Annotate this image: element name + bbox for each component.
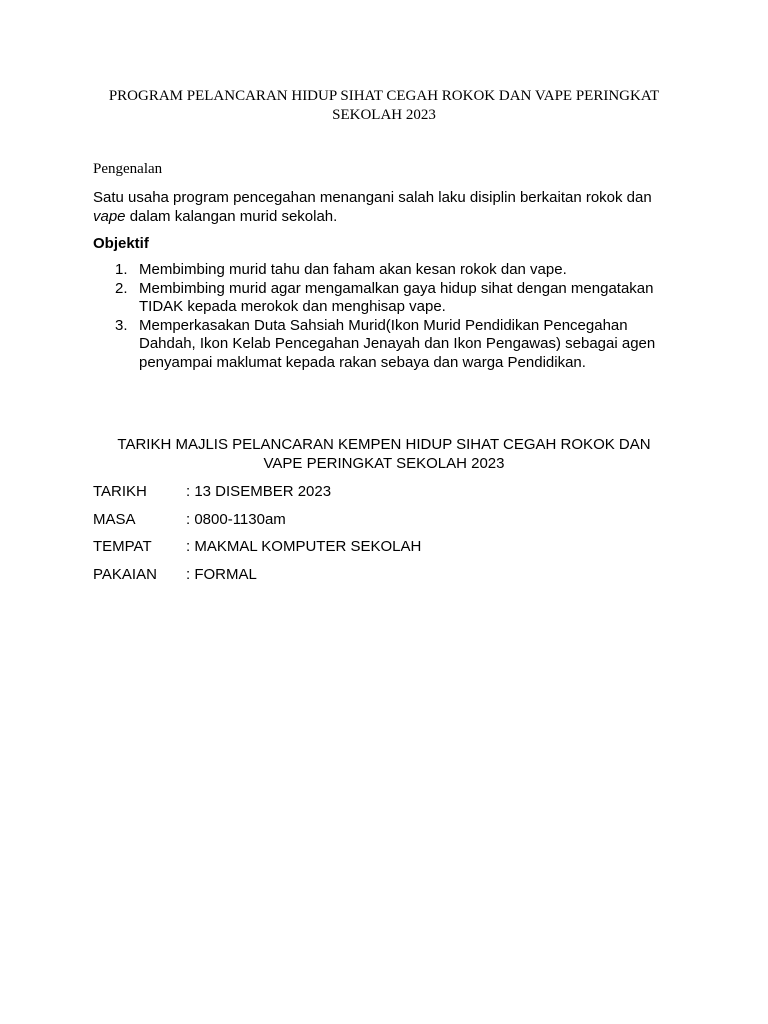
objective-number: 3. <box>115 316 128 334</box>
document-title <box>80 87 688 125</box>
event-title <box>80 435 688 473</box>
intro-line-2 <box>93 207 693 226</box>
objective-text-line: Membimbing murid tahu dan faham akan kesan rokok dan vape. <box>139 261 567 278</box>
detail-value: : 13 DISEMBER 2023 <box>186 483 332 500</box>
detail-label: MASA <box>93 511 136 528</box>
intro-vape-italic: vape <box>93 208 126 225</box>
intro-line-1: Satu usaha program pencegahan menangani salah laku disiplin berkaitan rokok dan <box>93 189 652 206</box>
intro-paragraph <box>93 188 693 226</box>
detail-label: TEMPAT <box>93 538 152 555</box>
objective-text-line: Memperkasakan Duta Sahsiah Murid(Ikon Murid Pendidikan Pencegahan <box>139 316 628 334</box>
event-title-line-1: TARIKH MAJLIS PELANCARAN KEMPEN HIDUP SIHAT CEGAH ROKOK DAN <box>117 436 651 453</box>
detail-row-tarikh <box>93 482 653 501</box>
detail-value: : MAKMAL KOMPUTER SEKOLAH <box>186 538 422 555</box>
intro-heading: Pengenalan <box>93 161 163 177</box>
detail-label: TARIKH <box>93 483 147 500</box>
objective-item-3 <box>93 317 693 373</box>
objectives-heading: Objektif <box>93 235 149 252</box>
detail-row-masa <box>93 510 653 529</box>
detail-row-pakaian <box>93 565 653 584</box>
intro-line-2-rest: dalam kalangan murid sekolah. <box>125 208 338 225</box>
detail-label: PAKAIAN <box>93 566 157 583</box>
document-title-line-2: SEKOLAH 2023 <box>332 107 436 123</box>
objective-number: 1. <box>115 261 128 278</box>
detail-value: : 0800-1130am <box>186 511 286 528</box>
objective-text-line: Dahdah, Ikon Kelab Pencegahan Jenayah dan Ikon Pengawas) sebagai agen <box>139 335 656 352</box>
objective-number: 2. <box>115 279 128 297</box>
objective-item-2 <box>93 280 693 317</box>
objective-text-line: Membimbing murid agar mengamalkan gaya hidup sihat dengan mengatakan <box>139 279 654 297</box>
objective-text-line: penyampai maklumat kepada rakan sebaya dan warga Pendidikan. <box>139 353 586 371</box>
event-title-line-2: VAPE PERINGKAT SEKOLAH 2023 <box>263 455 505 472</box>
detail-value: : FORMAL <box>186 566 257 583</box>
detail-row-tempat <box>93 537 653 556</box>
objective-item-1 <box>93 261 693 280</box>
objectives-list <box>93 261 693 372</box>
objective-text-line: TIDAK kepada merokok dan menghisap vape. <box>139 298 446 315</box>
document-title-line-1: PROGRAM PELANCARAN HIDUP SIHAT CEGAH ROKOK DAN VAPE PERINGKAT <box>108 88 660 104</box>
